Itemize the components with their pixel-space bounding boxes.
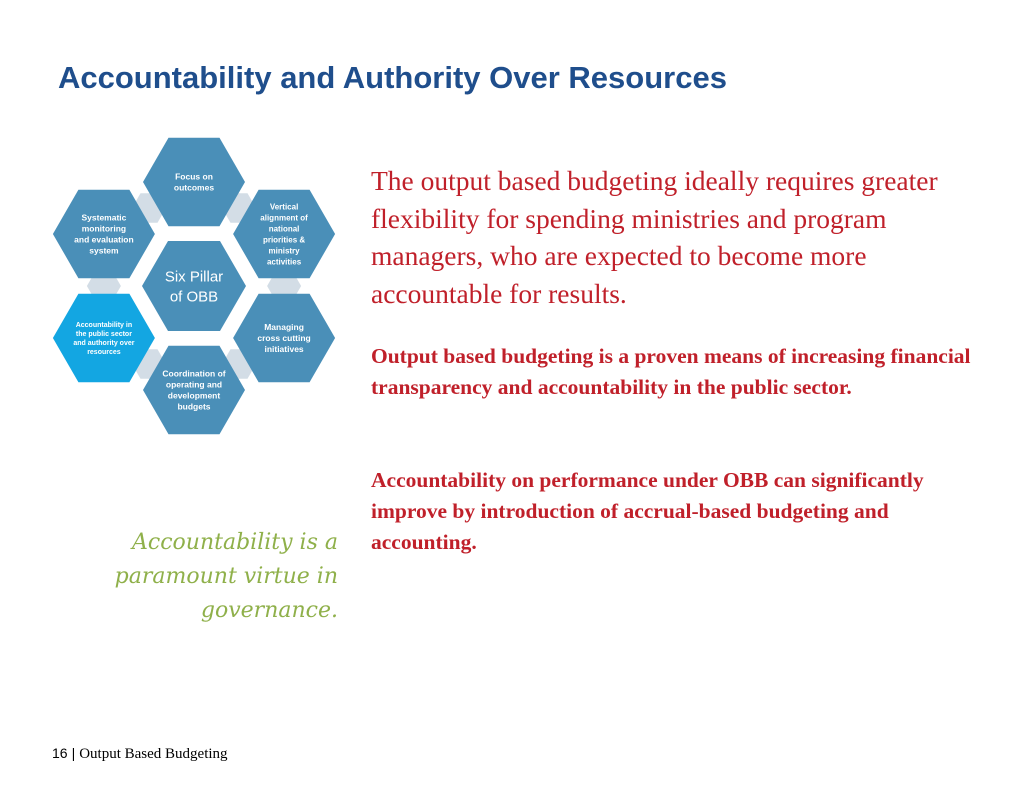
center-hexagon-label: Six Pillar of OBB [164, 268, 224, 306]
pillar-label: Systematic monitoring and evaluation system [74, 212, 134, 256]
hexagon-diagram-svg [50, 128, 340, 438]
point-accrual: Accountability on performance under OBB can significantly improve by introduction of accrual-based budgeting and accounting. [371, 468, 924, 554]
pillar-label: Managing cross cutting initiatives [257, 322, 311, 354]
footer-label: Output Based Budgeting [79, 746, 228, 762]
page-number: 16 [52, 745, 68, 761]
pillar-label: Vertical alignment of national priorities & ministry activities [260, 202, 308, 267]
slide-title: Accountability and Authority Over Resources [58, 60, 727, 95]
intro-paragraph: The output based budgeting ideally requires greater flexibility for spending ministries and program managers, who are expected to become more accountable for results. [371, 165, 938, 309]
point-transparency: Output based budgeting is a proven means of increasing financial transparency and accountability in the public sector. [371, 344, 971, 399]
governance-quote: Accountability is a paramount virtue in governance. [114, 530, 338, 623]
six-pillar-diagram [50, 128, 340, 438]
pillar-label: Focus on outcomes [173, 171, 215, 193]
pillar-label: Accountability in the public sector and authority over resources [73, 321, 135, 356]
footer-separator: | [71, 745, 76, 761]
center-hexagon [142, 241, 246, 331]
footer [52, 745, 228, 763]
pillar-label: Coordination of operating and development budgets [162, 368, 226, 412]
